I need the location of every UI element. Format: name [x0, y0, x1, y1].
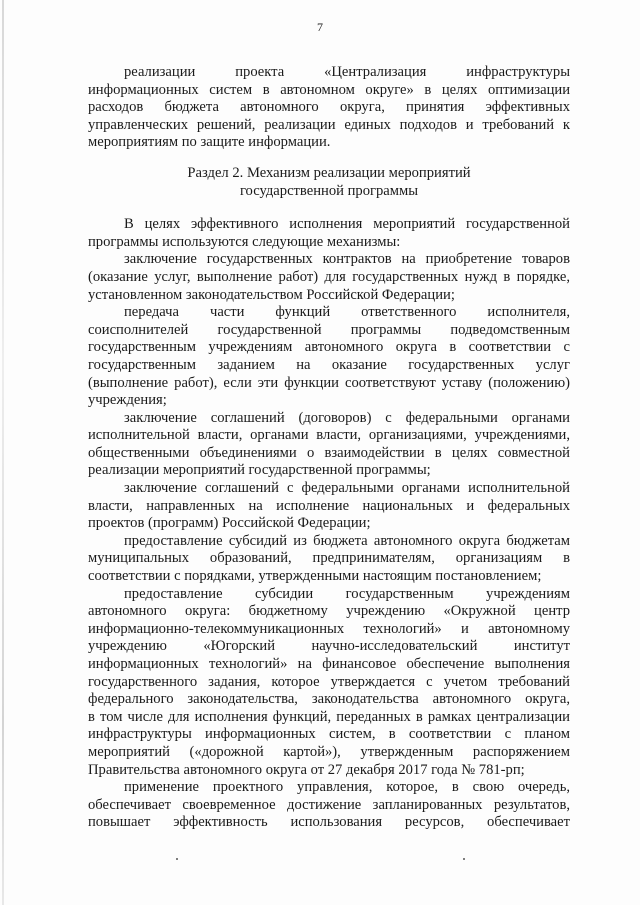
text-line: автономного округа: бюджетному учреждению «Окружной центр: [88, 603, 570, 620]
text-line: инфраструктуры информационных систем, в соответствии с планом: [88, 726, 570, 743]
text-line: программы используются следующие механизмы:: [88, 233, 401, 250]
intro-paragraph: [88, 64, 570, 152]
section-heading: [88, 165, 570, 200]
text-line: управленческих решений, реализации единых подходов и требований к: [88, 116, 570, 133]
text-line: общественными объединениями о взаимодействии в целях совместной: [88, 444, 570, 461]
text-line: проектов (программ) Российской Федерации;: [88, 515, 371, 532]
scan-speck: [176, 858, 178, 860]
text-line: учреждению «Югорский научно-исследовательский институт: [88, 638, 570, 655]
text-line: реализации проекта «Централизация инфраструктуры: [124, 64, 570, 80]
text-line: соответствии с порядками, утвержденными настоящим постановлением;: [88, 568, 542, 585]
text-line: В целях эффективного исполнения мероприятий государственной: [124, 216, 570, 233]
text-line: исполнительной власти, органами власти, организациями, учреждениями,: [88, 427, 570, 444]
text-line: соисполнителей государственной программы подведомственным: [88, 321, 570, 338]
text-line: заключение соглашений (договоров) с федеральными органами: [124, 409, 570, 426]
text-line: власти, направленных на исполнение национальных и федеральных: [88, 497, 570, 514]
text-line: государственным заданием на оказание государственных услуг: [88, 356, 570, 373]
paragraph-contracts: [88, 251, 570, 304]
text-line: повышает эффективность использования ресурсов, обеспечивает: [88, 814, 570, 831]
text-line: передача части функций ответственного исполнителя,: [124, 304, 570, 321]
text-line: федерального законодательства, законодательства автономного округа,: [88, 691, 570, 708]
paragraph-project-management: [88, 779, 570, 832]
text-line: предоставление субсидии государственным учреждениям: [124, 585, 570, 602]
text-line: мероприятий («дорожной картой»), утвержденным распоряжением: [88, 743, 570, 760]
text-line: учреждения;: [88, 392, 167, 409]
text-line: заключение государственных контрактов на приобретение товаров: [124, 251, 570, 268]
text-line: информационных технологий» на финансовое обеспечение выполнения: [88, 656, 570, 672]
text-line: мероприятиям по защите информации.: [88, 134, 331, 151]
text-line: государственным учреждениям автономного округа в соответствии с: [88, 339, 570, 356]
scan-edge: [2, 0, 4, 905]
paragraph-agreements: [88, 410, 570, 480]
paragraph-subsidies-municipal: [88, 533, 570, 586]
text-line: в том числе для исполнения функций, переданных в рамках централизации: [88, 708, 570, 725]
text-line: Правительства автономного округа от 27 декабря 2017 года № 781-рп;: [88, 761, 525, 778]
text-line: муниципальных образований, предпринимателям, организациям в: [88, 550, 570, 567]
text-line: предоставление субсидий из бюджета автономного округа бюджетам: [124, 532, 570, 549]
text-line: (оказание услуг, выполнение работ) для государственных нужд в порядке,: [88, 268, 570, 285]
text-line: информационно-телекоммуникационных технологий» и автономному: [88, 620, 570, 637]
paragraph-federal-agreements: [88, 480, 570, 533]
text-line: (выполнение работ), если эти функции соответствуют уставу (положению): [88, 374, 570, 391]
text-line: заключение соглашений с федеральными органами исполнительной: [124, 480, 570, 497]
section-subtitle: государственной программы: [239, 182, 419, 199]
text-line: применение проектного управления, которое, в свою очередь,: [124, 779, 570, 796]
page-content: [88, 64, 570, 832]
text-line: информационных систем в автономном округе» в целях оптимизации: [88, 81, 570, 98]
section-title: Раздел 2. Механизм реализации мероприятий: [187, 164, 471, 181]
text-line: установленном законодательством Российской Федерации;: [88, 286, 455, 303]
paragraph-subsidies-institutions: [88, 586, 570, 780]
page-number: 7: [317, 20, 323, 34]
text-line: обеспечивает своевременное достижение запланированных результатов,: [88, 796, 570, 813]
text-line: реализации мероприятий государственной программы;: [88, 462, 431, 479]
text-line: государственного задания, которое утверждается с учетом требований: [88, 673, 570, 690]
paragraph-transfer-functions: [88, 304, 570, 410]
text-line: расходов бюджета автономного округа, принятия эффективных: [88, 99, 570, 116]
scan-speck: [463, 858, 465, 860]
paragraph-mechanisms-intro: [88, 216, 570, 251]
